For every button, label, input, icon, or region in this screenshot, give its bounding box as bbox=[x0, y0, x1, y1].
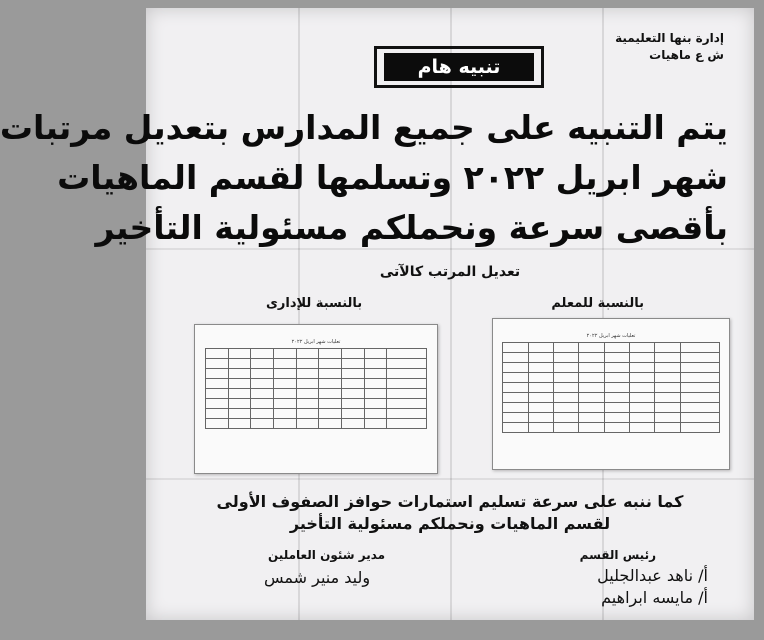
headline-line-2: شهر ابريل ٢٠٢٢ وتسلمها لقسم الماهيات bbox=[57, 158, 728, 197]
table-row bbox=[205, 409, 427, 419]
alert-badge bbox=[374, 46, 544, 88]
admin-column-title: بالنسبة للإدارى bbox=[266, 296, 363, 311]
table-row bbox=[503, 363, 719, 373]
subheading: تعديل المرتب كالآتى bbox=[379, 264, 521, 280]
headline-line-1: يتم التنبيه على جميع المدارس بتعديل مرتبات bbox=[0, 108, 728, 147]
admin-salary-sheet bbox=[194, 324, 438, 474]
table-row bbox=[205, 359, 427, 369]
table-row bbox=[503, 383, 719, 393]
table-row bbox=[503, 413, 719, 423]
table-row bbox=[205, 419, 427, 429]
paper-fold bbox=[146, 478, 754, 480]
table-row bbox=[503, 373, 719, 383]
table-row bbox=[503, 353, 719, 363]
table-row bbox=[205, 349, 427, 359]
table-row bbox=[205, 399, 427, 409]
footer-line-2: لقسم الماهيات ونحملكم مسئولية التأخير bbox=[289, 514, 611, 533]
department-head-name-1: أ/ ناهد عبدالجليل bbox=[597, 566, 708, 585]
department-block bbox=[615, 30, 724, 64]
teacher-sheet-caption: تعليات شهر ابريل ٢٠٢٢ bbox=[586, 333, 636, 339]
paper-fold bbox=[146, 248, 754, 250]
admin-salary-table bbox=[205, 348, 428, 429]
table-row bbox=[205, 379, 427, 389]
table-row bbox=[503, 403, 719, 413]
department-name: إدارة بنها التعليمية bbox=[615, 31, 724, 45]
teacher-salary-sheet bbox=[492, 318, 730, 470]
teacher-column-title: بالنسبة للمعلم bbox=[551, 296, 644, 311]
hr-manager-name: وليد منير شمس bbox=[264, 568, 371, 587]
department-section: ش ع ماهيات bbox=[649, 48, 724, 62]
footer-line-1: كما ننبه على سرعة تسليم استمارات حوافز الصفوف الأولى bbox=[216, 492, 684, 511]
notice-paper bbox=[0, 8, 754, 620]
alert-badge-label: تنبيه هام bbox=[384, 53, 534, 81]
table-row bbox=[503, 393, 719, 403]
headline-line-3: بأقصى سرعة ونحملكم مسئولية التأخير bbox=[95, 208, 728, 247]
hr-manager-title: مدير شئون العاملين bbox=[268, 548, 386, 562]
department-head-name-2: أ/ مايسه ابراهيم bbox=[601, 588, 708, 607]
table-row bbox=[503, 423, 719, 433]
admin-sheet-caption: تعليات شهر ابريل ٢٠٢٢ bbox=[291, 339, 341, 345]
table-row bbox=[503, 343, 719, 353]
table-row bbox=[205, 389, 427, 399]
teacher-salary-table bbox=[502, 342, 719, 433]
department-head-title: رئيس القسم bbox=[579, 548, 656, 562]
table-row bbox=[205, 369, 427, 379]
